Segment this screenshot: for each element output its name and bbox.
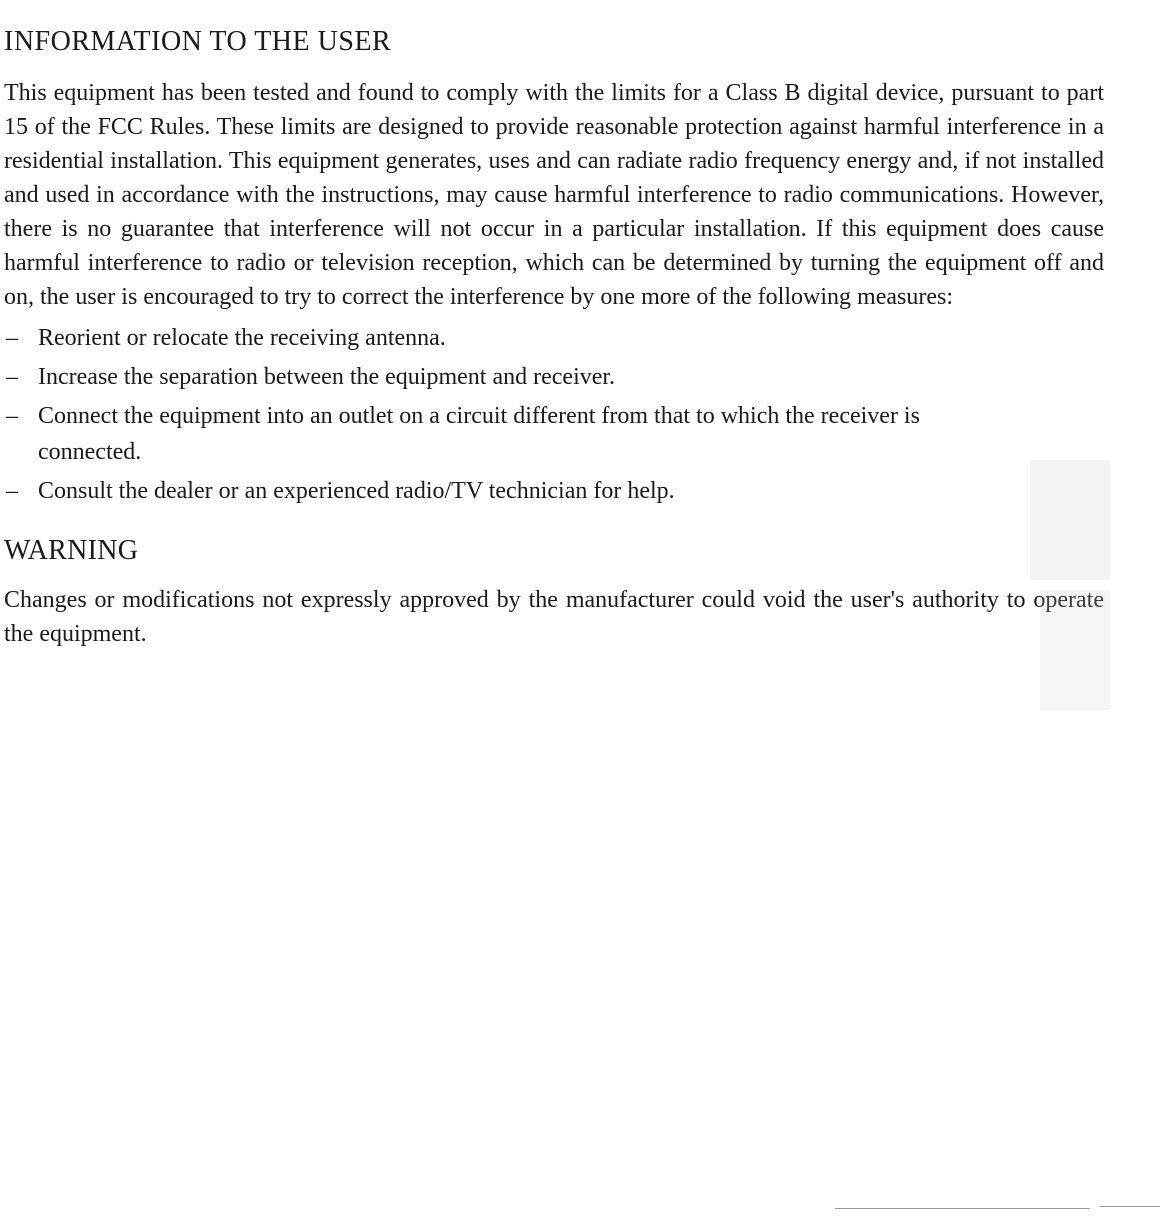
measure-text: Reorient or relocate the receiving antenna. bbox=[38, 325, 446, 351]
scan-noise bbox=[1030, 460, 1110, 580]
information-title: INFORMATION TO THE USER bbox=[4, 26, 392, 57]
warning-body: Changes or modifications not expressly approved by the manufacturer could void the user's authority to operate the equipment. bbox=[4, 587, 1104, 647]
dash-bullet: – bbox=[6, 364, 18, 390]
document-page bbox=[4, 22, 1104, 651]
measure-text: Increase the separation between the equipment and receiver. bbox=[38, 364, 616, 390]
scan-noise bbox=[1040, 590, 1110, 710]
list-item bbox=[4, 473, 934, 509]
warning-title: WARNING bbox=[4, 535, 139, 566]
information-body: This equipment has been tested and found to comply with the limits for a Class B digital device, pursuant to part 15 of the FCC Rules. These limits are designed to provide reasonable protection against harmful interference in a residential installation. This equipment generates, uses and can radiate radio frequency energy and, if not installed and used in accordance with the instructions, may cause harmful interference to radio communications. However, there is no guarantee that interference will not occur in a particular installation. If this equipment does cause harmful interference to radio or television reception, which can be determined by turning the equipment off and on, the user is encouraged to try to correct the interference by one more of the following measures: bbox=[4, 80, 1104, 310]
dash-bullet: – bbox=[6, 403, 18, 429]
dash-bullet: – bbox=[6, 478, 18, 504]
dash-bullet: – bbox=[6, 325, 18, 351]
measures-list bbox=[4, 320, 934, 509]
scan-edge-line bbox=[835, 1208, 1090, 1209]
list-item bbox=[4, 320, 934, 356]
scan-edge-line bbox=[1100, 1206, 1160, 1207]
measure-text: Connect the equipment into an outlet on a circuit different from that to which the receiver is connected. bbox=[38, 403, 920, 465]
list-item bbox=[4, 398, 934, 470]
list-item bbox=[4, 359, 934, 395]
measure-text: Consult the dealer or an experienced radio/TV technician for help. bbox=[38, 478, 675, 504]
